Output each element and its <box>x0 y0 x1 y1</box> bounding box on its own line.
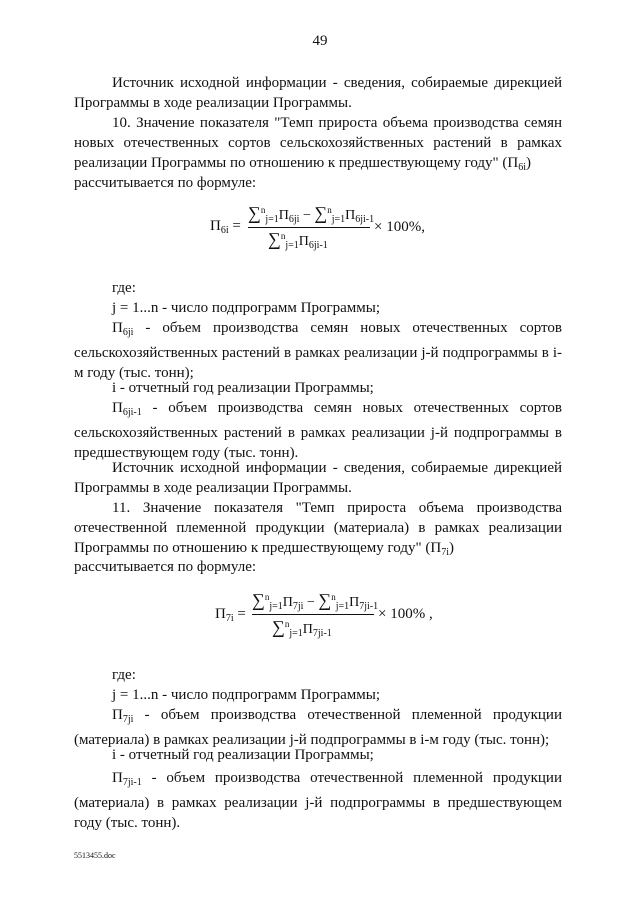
paragraph-source-2: Источник исходной информации - сведения, собираемые дирекцией Программы в ходе реализации Программы. <box>74 460 562 496</box>
formula-1-fraction-bar <box>248 227 370 228</box>
formula-1-lhs: $П_{6i}$ = <box>210 218 241 236</box>
formula-2-lhs: $П_{7i}$ = <box>215 606 246 624</box>
indicator-11-sub: 7i <box>441 547 449 558</box>
formula-1-lhs-symbol: П <box>210 218 221 234</box>
definition-6ji-1-symbol: П <box>112 400 123 416</box>
definition-7ji-text: - объем производства отечественной племенной продукции (материала) в рамках реализации j-й подпрограммы в i-м году (тыс. тонн); <box>74 707 562 748</box>
definition-j-1: j = 1...n - число подпрограмм Программы; <box>112 300 381 316</box>
where-label-1: где: <box>112 280 136 296</box>
definition-6ji-1-sub: 6ji-1 <box>122 407 142 418</box>
definition-7ji-sub: 7ji <box>122 714 134 725</box>
paragraph-indicator-10 <box>74 113 562 178</box>
definition-6ji-sub: 6ji <box>122 327 134 338</box>
indicator-10-sub: 6i <box>518 162 527 173</box>
formula-intro-2: рассчитывается по формуле: <box>74 559 257 575</box>
paragraph-indicator-11 <box>74 498 562 563</box>
page-number: 49 <box>312 33 328 49</box>
formula-2-lhs-sub: 7i <box>225 613 234 624</box>
formula-2-numerator: $\sum^n_{j=1}П_{7ji} - \sum^n_{j=1}П_{7ji-1}$ <box>252 590 379 612</box>
formula-1-denominator: $\sum^n_{j=1}П_{6ji-1}$ <box>268 229 328 251</box>
definition-7ji-1 <box>74 768 562 833</box>
definition-i-2: i - отчетный год реализации Программы; <box>112 747 374 763</box>
definition-7ji <box>74 705 562 750</box>
formula-2-lhs-symbol: П <box>215 606 226 622</box>
paragraph-source-1: Источник исходной информации - сведения, собираемые дирекцией Программы в ходе реализации Программы. <box>74 75 562 111</box>
formula-2-rhs: × 100% , <box>378 606 433 622</box>
formula-1-rhs: × 100%, <box>374 219 425 235</box>
definition-i-1: i - отчетный год реализации Программы; <box>112 380 374 396</box>
indicator-11-close: ) <box>448 540 454 556</box>
formula-2-fraction-bar <box>252 614 374 615</box>
definition-6ji-1-text: - объем производства семян новых отечественных сортов сельскохозяйственных растений в рамках реализации j-й подпрограммы в предшествующем году (тыс. тонн). <box>74 400 562 461</box>
definition-7ji-1-text: - объем производства отечественной племенной продукции (материала) в рамках реализации j-й подпрограммы в предшествующем году (тыс. тонн). <box>74 770 562 831</box>
definition-6ji <box>74 318 562 383</box>
formula-2-denominator: $\sum^n_{j=1}П_{7ji-1}$ <box>272 617 332 639</box>
definition-7ji-symbol: П <box>112 707 123 723</box>
definition-7ji-1-sub: 7ji-1 <box>122 777 142 788</box>
definition-6ji-text: - объем производства семян новых отечественных сортов сельскохозяйственных растений в рамках реализации j-й подпрограммы в i-м году (тыс. тонн); <box>74 320 562 381</box>
formula-1-lhs-sub: 6i <box>220 225 229 236</box>
where-label-2: где: <box>112 667 136 683</box>
definition-6ji-symbol: П <box>112 320 123 336</box>
indicator-10-text: 10. Значение показателя "Темп прироста объема производства семян новых отечественных сортов сельскохозяйственных растений в рамках реализации Программы по отношению к предшествующему году" (П <box>74 115 562 171</box>
formula-1-numerator: $\sum^n_{j=1}П_{6ji} - \sum^n_{j=1}П_{6ji-1}$ <box>248 203 375 225</box>
indicator-10-close: ) <box>526 155 532 171</box>
document-filename: 5513455.doc <box>74 851 116 860</box>
definition-j-2: j = 1...n - число подпрограмм Программы; <box>112 687 381 703</box>
definition-7ji-1-symbol: П <box>112 770 123 786</box>
formula-intro-1: рассчитывается по формуле: <box>74 175 257 191</box>
indicator-11-text: 11. Значение показателя "Темп прироста объема производства отечественной племенной продукции (материала) в рамках реализации Программы по отношению к предшествующему году" (П <box>74 500 562 556</box>
definition-6ji-1 <box>74 398 562 463</box>
